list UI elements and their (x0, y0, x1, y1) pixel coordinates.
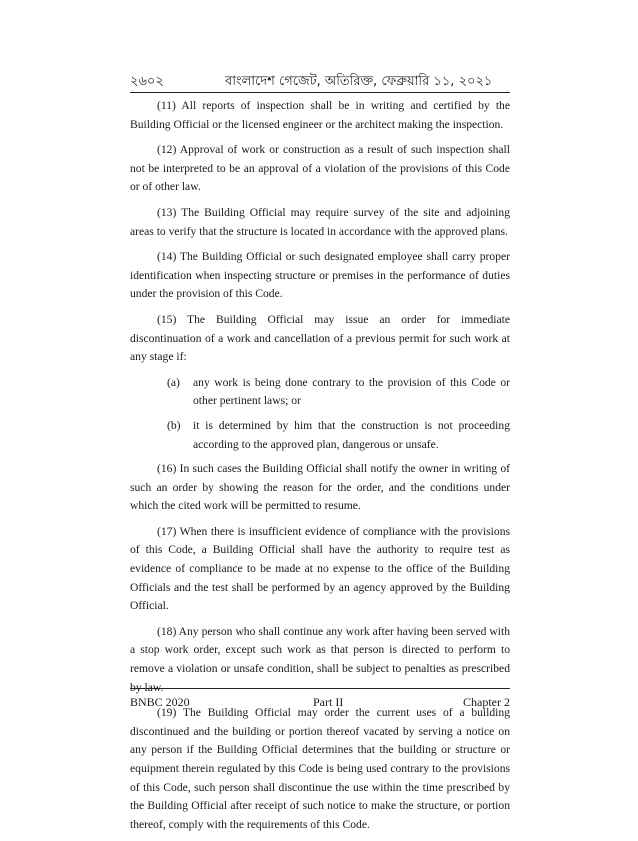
footer-part: Part II (313, 695, 344, 709)
paragraph-17: (17) When there is insufficient evidence of compliance with the provisions of this Code, a Building Official shall have the authority to require test as evidence of compliance to be made at no expense to the office of the Building Officials and the test shall be performed by an agency approved by the Building Official. (130, 524, 510, 613)
gazette-title: বাংলাদেশ গেজেট, অতিরিক্ত, ফেব্রুয়ারি ১১, ২০২১ (225, 74, 493, 89)
footer-code-name: BNBC 2020 (130, 695, 190, 709)
page-footer (130, 688, 510, 709)
sub-item-b (130, 417, 510, 454)
sub-item-label: (b) (167, 418, 181, 432)
sub-item-text: any work is being done contrary to the provision of this Code or other pertinent laws; or (193, 375, 510, 408)
sub-item-text: it is determined by him that the construction is not proceeding according to the approved plan, dangerous or unsafe. (193, 418, 510, 451)
paragraph-16: (16) In such cases the Building Official shall notify the owner in writing of such an order by showing the reason for the order, and the conditions under which the cited work will be permitted to resume. (130, 462, 510, 513)
page-header (130, 70, 510, 93)
paragraph-19: (19) The Building Official may order the current uses of a building discontinued and the building or portion thereof vacated by serving a notice on any person if the Building Official determines that the building or structure or equipment therein regulated by this Code is being used contrary to the provisions of this Code, such person shall discontinue the use within the time prescribed by the Building Official after receipt of such notice to make the structure, or portion thereof, comply with the requirements of this Code. (130, 706, 510, 831)
sub-item-a (130, 374, 510, 411)
paragraph-14: (14) The Building Official or such designated employee shall carry proper identification when inspecting structure or premises in the performance of duties under the provision of this Code. (130, 250, 510, 301)
sub-item-label: (a) (167, 375, 180, 389)
paragraph-13: (13) The Building Official may require survey of the site and adjoining areas to verify that the structure is located in accordance with the approved plans. (130, 205, 510, 238)
paragraph-15: (15) The Building Official may issue an order for immediate discontinuation of a work and cancellation of a previous permit for such work at any stage if: (130, 312, 510, 364)
page-number: ২৬০২ (130, 74, 164, 89)
paragraph-18: (18) Any person who shall continue any work after having been served with a stop work order, except such work as that person is directed to perform to remove a violation or unsafe condition, shall be subject to penalties as prescribed by law. (130, 624, 510, 694)
paragraph-11: (11) All reports of inspection shall be in writing and certified by the Building Official or the licensed engineer or the architect making the inspection. (130, 99, 510, 131)
document-body (130, 97, 510, 841)
paragraph-12: (12) Approval of work or construction as a result of such inspection shall not be interpreted to be an approval of a violation of the provisions of this Code or of other law. (130, 143, 510, 194)
footer-chapter: Chapter 2 (463, 695, 510, 709)
